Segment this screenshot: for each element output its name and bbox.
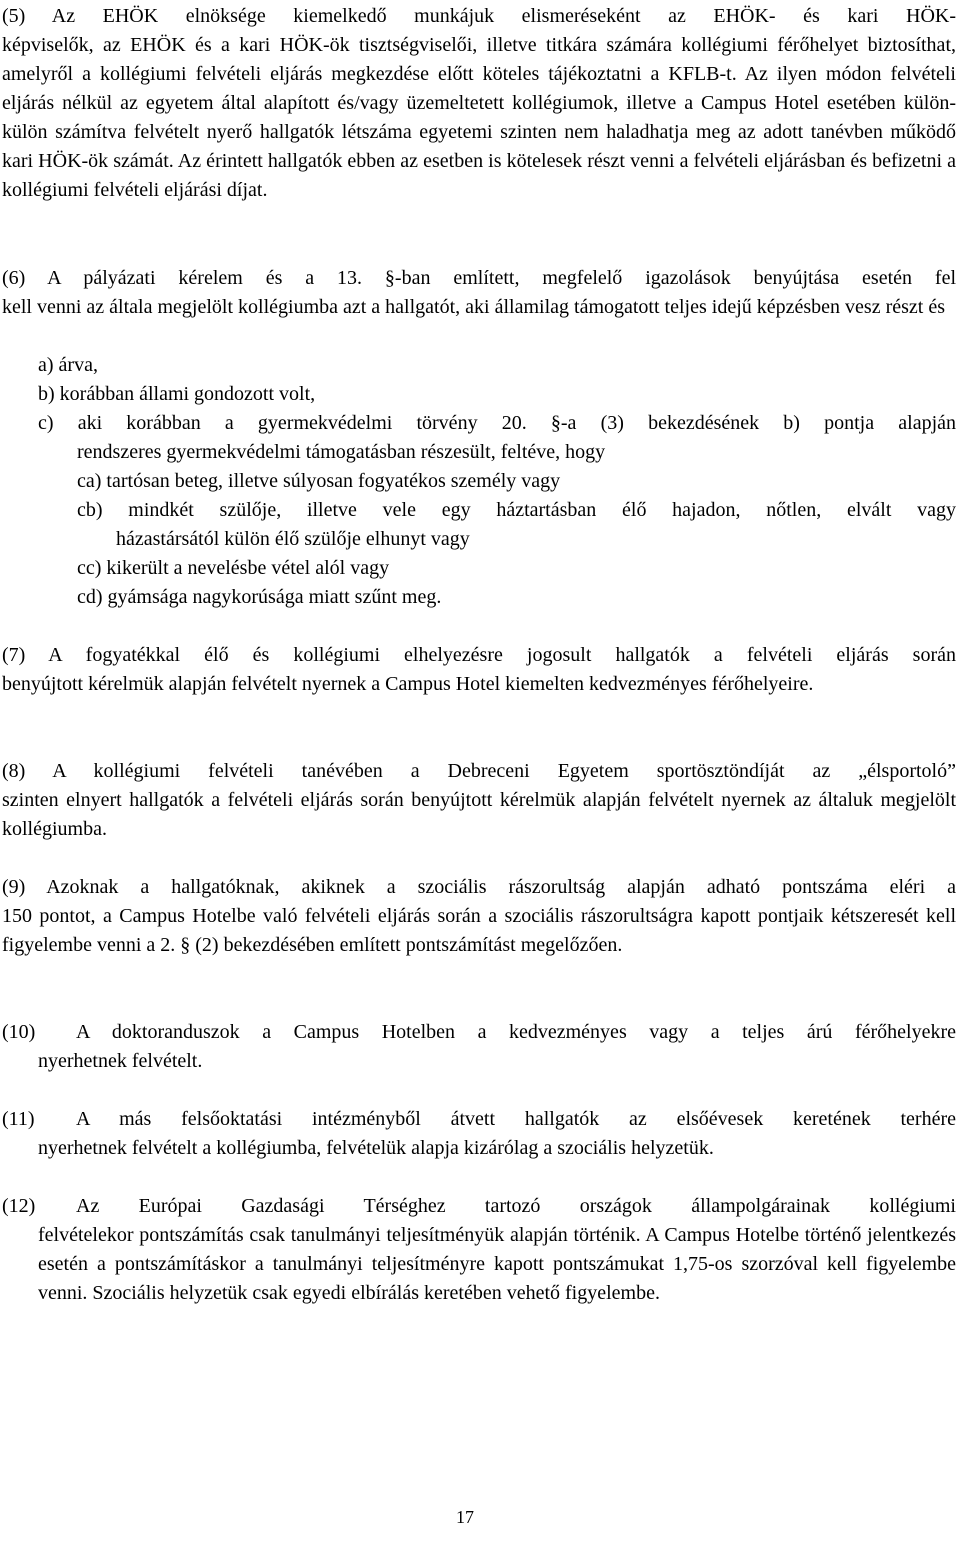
paragraph-10-number: (10) — [2, 1021, 36, 1043]
paragraph-6 — [2, 264, 956, 322]
paragraph-7 — [2, 641, 956, 699]
paragraph-5-first-line: (5) Az EHÖK elnöksége kiemelkedő munkájuk elismeréseként az EHÖK- és kari HÖK- — [2, 5, 956, 27]
paragraph-10-first-text: A doktoranduszok a Campus Hotelben a kedvezményes vagy a teljes árú férőhelyekre — [76, 1021, 956, 1043]
paragraph-9-body: 150 pontot, a Campus Hotelbe való felvételi eljárás során a szociális rászorultságra kapott pontjaik kétszeresét kell figyelembe venni a 2. § (2) bekezdésében említett pontszámítást megelőzően. — [2, 905, 956, 956]
paragraph-7-body: benyújtott kérelmük alapján felvételt nyernek a Campus Hotel kiemelten kedvezményes férőhelyeire. — [2, 673, 814, 695]
paragraph-12-first-text: Az Európai Gazdasági Térséghez tartozó országok állampolgárainak kollégiumi — [76, 1195, 956, 1217]
list-item-cc: cc) kikerült a nevelésbe vétel alól vagy — [77, 557, 390, 579]
paragraph-9-first-line: (9) Azoknak a hallgatóknak, akiknek a szociális rászorultság alapján adható pontszáma eléri a — [2, 876, 956, 898]
paragraph-6-body: kell venni az általa megjelölt kollégiumba azt a hallgatót, aki államilag támogatott teljes idejű képzésben vesz részt és — [2, 296, 945, 318]
page-number: 17 — [456, 1507, 474, 1527]
paragraph-5-body: képviselők, az EHÖK és a kari HÖK-ök tisztségviselői, illetve titkára számára kollégiumi férőhelyet biztosíthat, amelyről a kollégiumi felvételi eljárás megkezdése előtt köteles tájékoztatni a KFLB-t. Az ilyen módon felvételi eljárás nélkül az egyetem által alapított és/vagy üzemeltetett kollégiumok, illetve a Campus Hotel esetében külön-külön számítva felvételt nyerő hallgatók létszáma egyetemi szinten nem haladhatja meg az adott tanévben működő kari HÖK-ök számát. Az érintett hallgatók ebben az esetben is kötelesek részt venni a felvételi eljárásban és befizetni a kollégiumi felvételi eljárási díjat. — [2, 34, 956, 201]
list-item-c — [38, 409, 956, 438]
paragraph-5 — [2, 2, 956, 205]
paragraph-8-first-line: (8) A kollégiumi felvételi tanévében a Debreceni Egyetem sportösztöndíját az „élsportoló” — [2, 760, 956, 782]
list-item-cb-first-line: cb) mindkét szülője, illetve vele egy háztartásban élő hajadon, nőtlen, elvált vagy — [77, 499, 956, 521]
paragraph-6-first-line: (6) A pályázati kérelem és a 13. §-ban említett, megfelelő igazolások benyújtása esetén fel — [2, 267, 956, 289]
paragraph-12-first-line — [2, 1192, 956, 1221]
paragraph-9 — [2, 873, 956, 960]
paragraph-12-number: (12) — [2, 1195, 36, 1217]
paragraph-10 — [2, 1018, 956, 1076]
paragraph-7-first-line: (7) A fogyatékkal élő és kollégiumi elhelyezésre jogosult hallgatók a felvételi eljárás során — [2, 644, 956, 666]
paragraph-10-first-line — [2, 1018, 956, 1047]
list-item-cb-continuation: házastársától külön élő szülője elhunyt vagy — [116, 528, 470, 550]
list-item-c-first-line: c) aki korábban a gyermekvédelmi törvény 20. §-a (3) bekezdésének b) pontja alapján — [38, 412, 956, 434]
paragraph-11-first-text: A más felsőoktatási intézményből átvett hallgatók az elsőévesek keretének terhére — [76, 1108, 956, 1130]
paragraph-11-body: nyerhetnek felvételt a kollégiumba, felvételük alapja kizárólag a szociális helyzetük. — [38, 1137, 714, 1159]
paragraph-11-first-line — [2, 1105, 956, 1134]
paragraph-10-body: nyerhetnek felvételt. — [38, 1050, 203, 1072]
list-item-a: a) árva, — [38, 354, 98, 376]
list-item-ca: ca) tartósan beteg, illetve súlyosan fogyatékos személy vagy — [77, 470, 561, 492]
paragraph-8 — [2, 757, 956, 844]
paragraph-11 — [2, 1105, 956, 1163]
list-item-b: b) korábban állami gondozott volt, — [38, 383, 316, 405]
paragraph-12-body: felvételekor pontszámítás csak tanulmányi teljesítményük alapján történik. A Campus Hotelbe történő jelentkezés esetén a pontszámításkor a tanulmányi teljesítményre kapott pontszámukat 1,75-os szorzóval kell figyelembe venni. Szociális helyzetük csak egyedi elbírálás keretében vehető figyelembe. — [38, 1224, 956, 1304]
list-item-cd: cd) gyámsága nagykorúsága miatt szűnt meg. — [77, 586, 442, 608]
paragraph-8-body: szinten elnyert hallgatók a felvételi eljárás során benyújtott kérelmük alapján felvételt nyernek az általuk megjelölt kollégiumba. — [2, 789, 956, 840]
list-item-c-continuation: rendszeres gyermekvédelmi támogatásban részesült, feltéve, hogy — [77, 441, 606, 463]
list-item-cb — [77, 496, 956, 525]
paragraph-12 — [2, 1192, 956, 1308]
paragraph-11-number: (11) — [2, 1108, 35, 1130]
